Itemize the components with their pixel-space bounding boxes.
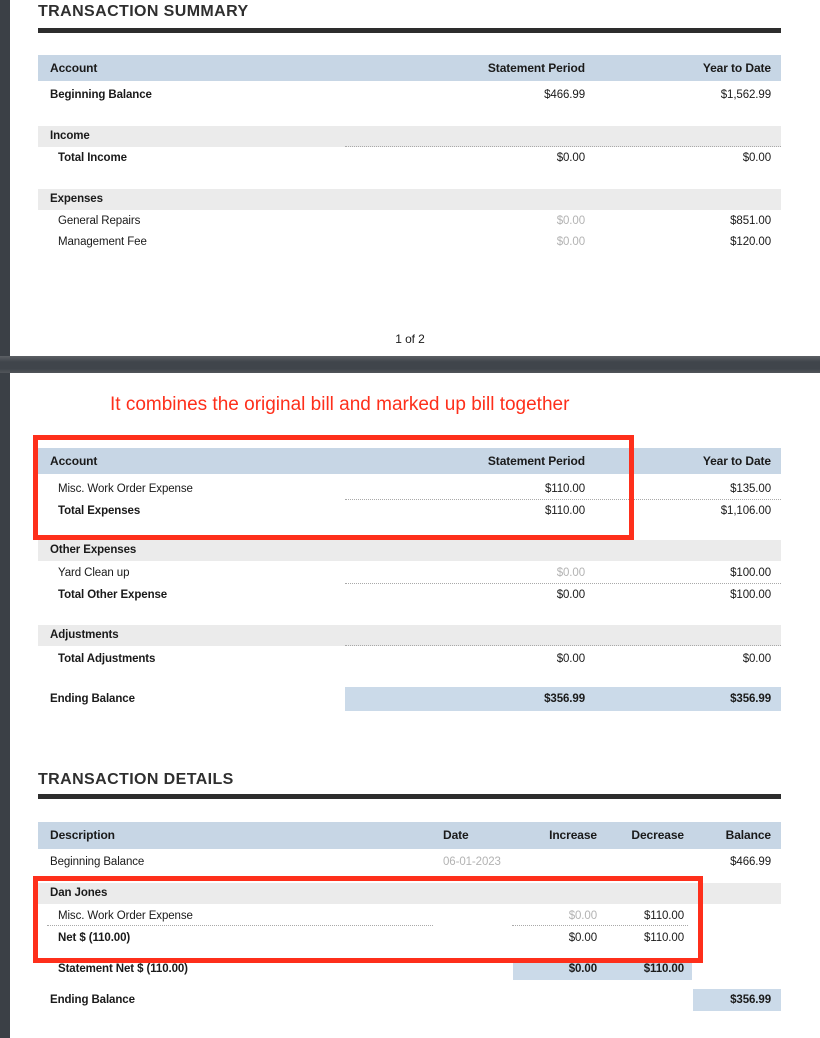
total-income-row — [38, 148, 781, 168]
section-label: Expenses — [50, 193, 103, 205]
dotted-divider — [345, 645, 781, 646]
other-expenses-section-bar — [38, 540, 781, 561]
increase-value: $0.00 — [568, 963, 597, 975]
statement-period-value: $0.00 — [556, 567, 585, 579]
ending-balance-row-details — [38, 989, 781, 1011]
transaction-details-title: TRANSACTION DETAILS — [38, 771, 234, 788]
section-label: Income — [50, 130, 90, 142]
year-to-date-value: $0.00 — [742, 152, 771, 164]
row-label: Management Fee — [58, 236, 147, 248]
increase-value: $0.00 — [568, 932, 597, 944]
year-to-date-value: $1,562.99 — [720, 89, 771, 101]
statement-period-value: $0.00 — [556, 236, 585, 248]
details-highlight-red-box — [33, 876, 703, 963]
row-label: Ending Balance — [50, 693, 135, 705]
section-label: Adjustments — [50, 629, 119, 641]
row-label: Misc. Work Order Expense — [58, 483, 193, 495]
row-label: Total Income — [58, 152, 127, 164]
summary-table-header-p1 — [38, 55, 781, 81]
statement-period-value: $110.00 — [544, 505, 585, 517]
account-column-header: Account — [50, 454, 98, 468]
dotted-divider — [345, 146, 781, 147]
row-label: Ending Balance — [50, 994, 135, 1006]
page-separator — [0, 356, 820, 373]
statement-period-value: $0.00 — [556, 589, 585, 601]
year-to-date-value: $135.00 — [730, 483, 771, 495]
transaction-summary-title: TRANSACTION SUMMARY — [38, 3, 249, 20]
year-to-date-value: $356.99 — [730, 693, 771, 705]
statement-period-column-header: Statement Period — [487, 454, 585, 468]
decrease-value: $110.00 — [643, 963, 684, 975]
row-label: Statement Net $ (110.00) — [58, 963, 188, 975]
beginning-balance-row — [38, 85, 781, 105]
transaction-details-title-rule — [38, 794, 781, 799]
description-column-header: Description — [50, 828, 115, 842]
row-label: Beginning Balance — [50, 856, 145, 868]
year-to-date-column-header: Year to Date — [702, 454, 771, 468]
yard-clean-up-row — [38, 563, 781, 583]
balance-value: $466.99 — [730, 856, 771, 868]
section-label: Other Expenses — [50, 544, 137, 556]
dotted-divider — [345, 583, 781, 584]
statement-period-value: $110.00 — [544, 483, 585, 495]
year-to-date-value: $851.00 — [730, 215, 771, 227]
row-label: Net $ (110.00) — [58, 932, 131, 944]
row-label: Misc. Work Order Expense — [58, 910, 193, 922]
row-label: Total Other Expense — [58, 589, 168, 601]
row-label: Total Adjustments — [58, 653, 156, 665]
balance-value: $356.99 — [730, 994, 771, 1006]
year-to-date-value: $100.00 — [730, 567, 771, 579]
total-other-expense-row — [38, 585, 781, 605]
year-to-date-column-header: Year to Date — [702, 61, 771, 75]
account-column-header: Account — [50, 61, 98, 75]
date-column-header: Date — [443, 828, 469, 842]
annotation-note: It combines the original bill and marked up bill together — [110, 394, 570, 415]
row-label: Total Expenses — [58, 505, 141, 517]
decrease-column-header: Decrease — [631, 828, 684, 842]
expenses-section-bar — [38, 189, 781, 210]
total-adjustments-row — [38, 649, 781, 669]
year-to-date-value: $1,106.00 — [720, 505, 771, 517]
year-to-date-value: $0.00 — [742, 653, 771, 665]
management-fee-row — [38, 232, 781, 252]
year-to-date-value: $120.00 — [730, 236, 771, 248]
adjustments-section-bar — [38, 625, 781, 646]
date-value: 06-01-2023 — [443, 856, 501, 868]
statement-period-value: $466.99 — [544, 89, 585, 101]
row-label: General Repairs — [58, 215, 141, 227]
statement-period-column-header: Statement Period — [487, 61, 585, 75]
row-label: Yard Clean up — [58, 567, 130, 579]
ending-balance-row-summary — [38, 687, 781, 711]
statement-period-value: $356.99 — [544, 693, 585, 705]
group-label: Dan Jones — [50, 887, 108, 899]
details-beginning-balance-row — [38, 852, 781, 872]
page-number: 1 of 2 — [395, 332, 425, 346]
statement-period-value: $0.00 — [556, 152, 585, 164]
statement-period-value: $0.00 — [556, 653, 585, 665]
year-to-date-value: $100.00 — [730, 589, 771, 601]
decrease-value: $110.00 — [643, 910, 684, 922]
income-section-bar — [38, 126, 781, 147]
details-table-header — [38, 822, 781, 849]
page-left-edge — [0, 0, 10, 1038]
increase-column-header: Increase — [549, 828, 597, 842]
transaction-summary-title-rule — [38, 28, 781, 33]
row-label: Beginning Balance — [50, 89, 152, 101]
general-repairs-row — [38, 211, 781, 231]
summary-highlight-red-box — [33, 435, 634, 540]
increase-value: $0.00 — [568, 910, 597, 922]
decrease-value: $110.00 — [643, 932, 684, 944]
statement-period-value: $0.00 — [556, 215, 585, 227]
balance-column-header: Balance — [725, 828, 771, 842]
